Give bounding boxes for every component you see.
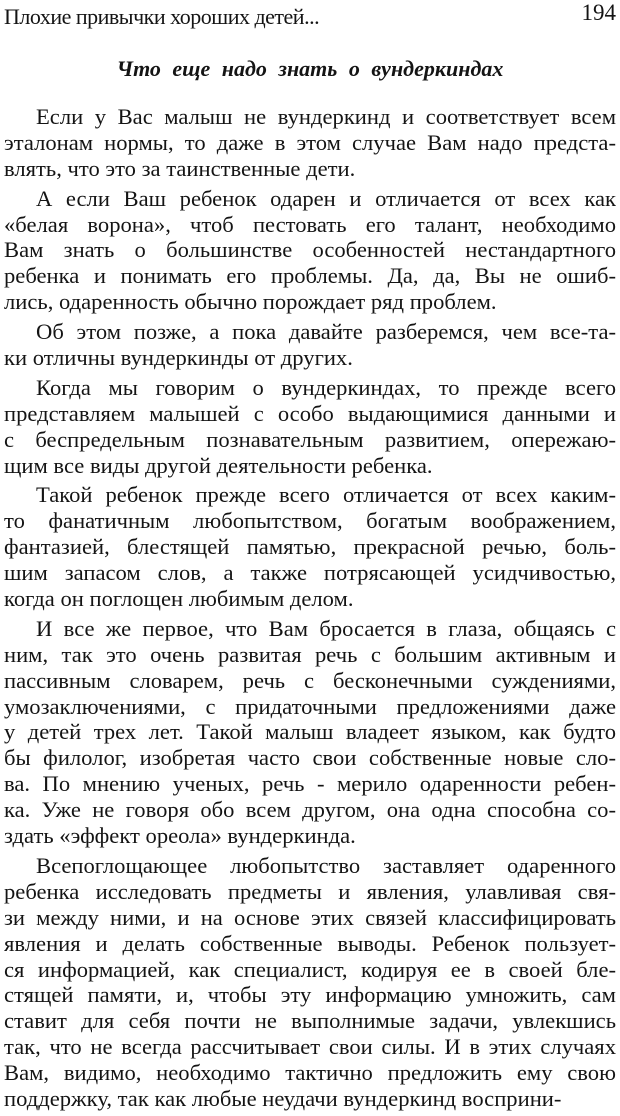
page-number: 194 <box>581 0 616 25</box>
text-line: лись, одаренность обычно порождает ряд проблем. <box>4 289 497 315</box>
page-header <box>4 0 616 34</box>
section-title: Что еще надо знать о вундеркиндах <box>116 56 504 81</box>
text-line: Такой ребенок прежде всего отличается от всех каким- <box>36 482 616 508</box>
text-line: шим запасом слов, а также потрясающей усидчивостью, <box>4 560 616 586</box>
text-line: Если у Вас малыш не вундеркинд и соответствует всем <box>36 104 616 129</box>
text-line: поддержку, так как любые неудачи вундеркинд восприни- <box>4 1085 562 1111</box>
text-line: Вам знать о большинстве особенностей нестандартного <box>4 237 616 263</box>
text-line: ним, так это очень развитая речь с большим активным и <box>4 641 616 667</box>
paragraph <box>4 104 616 182</box>
paragraph <box>4 616 616 849</box>
text-line: бы филолог, изобретая часто свои собственные новые сло- <box>4 745 616 771</box>
body-text <box>4 104 616 1116</box>
text-line: ки отличны вундеркинды от других. <box>4 345 353 371</box>
paragraph <box>4 482 616 611</box>
text-line: представляем малышей с особо выдающимися данными и <box>4 400 616 426</box>
text-line: здать «эффект ореола» вундеркинда. <box>4 823 356 849</box>
text-line: ка. Уже не говоря обо всем другом, она одна способна со- <box>4 797 616 823</box>
text-line: когда он поглощен любимым делом. <box>4 586 354 612</box>
text-line: ся информацией, как специалист, кодируя ее в своей бле- <box>4 956 616 982</box>
text-line: эталонам нормы, то даже в этом случае Вам надо предста- <box>4 129 616 155</box>
text-line: ставит для себя почти не выполнимые задачи, увлекшись <box>4 1008 616 1034</box>
text-line: ва. По мнению ученых, речь - мерило одаренности ребен- <box>4 771 616 797</box>
text-line: Всепоглощающее любопытство заставляет одаренного <box>36 852 616 878</box>
text-line: А если Ваш ребенок одарен и отличается от всех как <box>36 185 616 211</box>
text-line: И все же первое, что Вам бросается в глаза, общаясь с <box>36 615 616 641</box>
paragraph <box>4 186 616 315</box>
paragraph <box>4 319 616 371</box>
running-head: Плохие привычки хороших детей... <box>4 4 320 29</box>
text-line: щим все виды другой деятельности ребенка. <box>4 452 433 478</box>
text-line: явления и делать собственные выводы. Ребенок пользует- <box>4 930 616 956</box>
text-line: то фанатичным любопытством, богатым воображением, <box>4 508 616 534</box>
text-line: ребенка и понимать его проблемы. Да, да, Вы не ошиб- <box>4 263 616 289</box>
text-line: Об этом позже, а пока давайте разберемся, чем все-та- <box>36 319 616 345</box>
text-line: «белая ворона», чтоб пестовать его талант, необходимо <box>4 211 616 237</box>
text-line: пассивным словарем, речь с бесконечными суждениями, <box>4 667 616 693</box>
text-line: зи между ними, и на основе этих связей классифицировать <box>4 904 616 930</box>
text-line: влять, что это за таинственные дети. <box>4 155 356 181</box>
text-line: Когда мы говорим о вундеркиндах, то прежде всего <box>36 374 616 400</box>
text-line: Вам, видимо, необходимо тактично предложить ему свою <box>4 1060 616 1086</box>
text-line: у детей трех лет. Такой малыш владеет языком, как будто <box>4 719 616 745</box>
text-line: так, что не всегда рассчитывает свои силы. И в этих случаях <box>4 1034 616 1060</box>
text-line: ребенка исследовать предметы и явления, улавливая свя- <box>4 878 616 904</box>
text-line: умозаключениями, с придаточными предложениями даже <box>4 693 616 719</box>
paragraph <box>4 375 616 479</box>
text-line: с беспредельным познавательным развитием, опережаю- <box>4 426 616 452</box>
paragraph <box>4 853 616 1112</box>
text-line: стящей памяти, и, чтобы эту информацию умножить, сам <box>4 982 616 1008</box>
text-line: фантазией, блестящей памятью, прекрасной речью, боль- <box>4 534 616 560</box>
